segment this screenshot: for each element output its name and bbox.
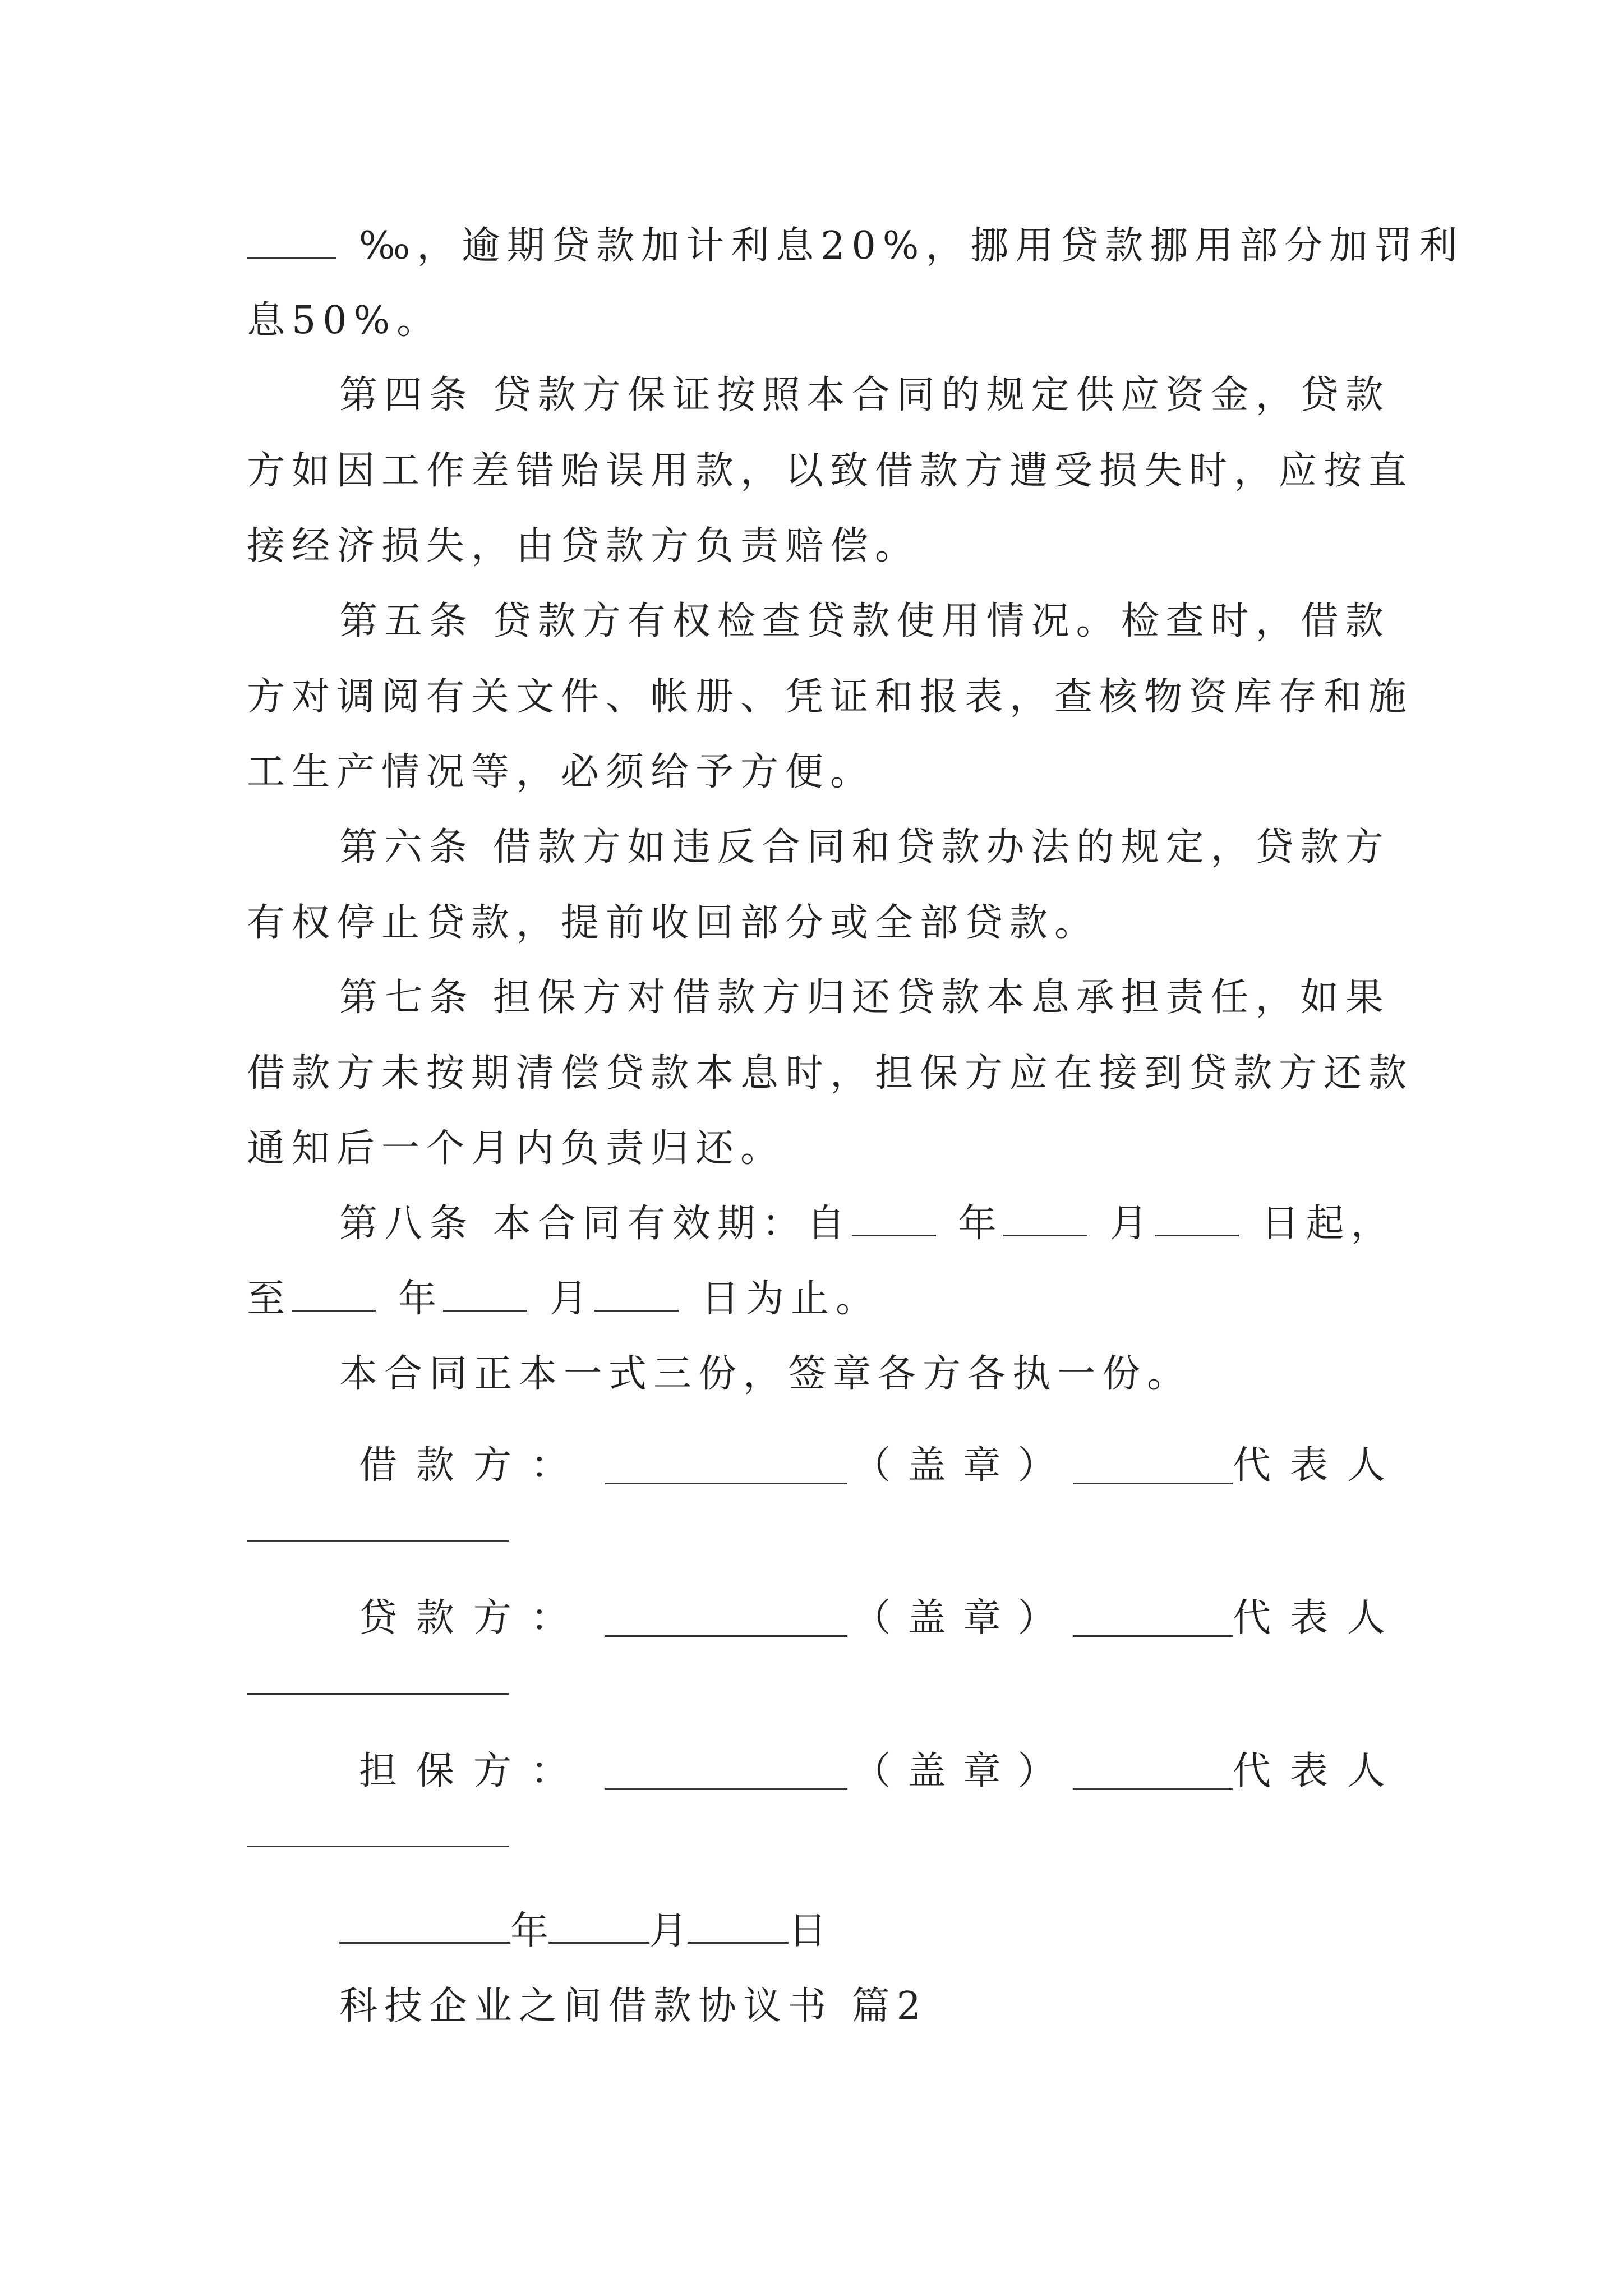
blank-field — [594, 1275, 679, 1312]
date-line — [339, 1903, 1385, 1959]
text-line: 通知后一个月内负责归还。 — [247, 1126, 786, 1171]
text-content: 第八条 本合同有效期：自 — [339, 1202, 852, 1246]
text-content: 至 — [247, 1277, 292, 1321]
text-line: 工生产情况等，必须给予方便。 — [247, 750, 875, 794]
seal-blank — [1073, 1600, 1233, 1637]
section-title: 科技企业之间借款协议书 篇2 — [339, 1984, 928, 2028]
copies-clause: 本合同正本一式三份，签章各方各执一份。 — [339, 1352, 1192, 1396]
name-blank — [605, 1448, 847, 1484]
day-label: 日 — [789, 1909, 827, 1953]
seal-blank — [1073, 1754, 1233, 1790]
blank-field — [247, 222, 336, 259]
seal-label: （盖章） — [852, 1596, 1073, 1640]
signature-line-borrower — [359, 1438, 1404, 1494]
month-label: 月 — [649, 1909, 688, 1953]
text-line — [247, 218, 1464, 274]
text-line: 方对调阅有关文件、帐册、凭证和报表，查核物资库存和施 — [247, 675, 1414, 719]
representative-label: 代表人 — [1232, 1749, 1404, 1793]
text-content: 年 — [958, 1202, 1003, 1246]
text-content: ‰，逾期贷款加计利息20%，挪用贷款挪用部分加罚利 — [359, 224, 1464, 268]
day-blank — [688, 1907, 789, 1944]
blank-field — [292, 1275, 376, 1312]
paragraph-article-7: 第七条 担保方对借款方归还贷款本息承担责任，如果 — [339, 976, 1390, 1020]
paragraph-article-8 — [339, 1196, 1396, 1252]
text-content: 日起， — [1261, 1202, 1396, 1246]
text-content: 月 — [1109, 1202, 1155, 1246]
text-content: 日为止。 — [701, 1277, 881, 1321]
party-label: 担保方： — [359, 1749, 588, 1793]
signature-line-guarantor — [359, 1743, 1404, 1800]
blank-field — [1003, 1200, 1087, 1236]
representative-blank — [247, 1846, 509, 1847]
seal-blank — [1073, 1448, 1233, 1484]
party-label: 借款方： — [359, 1443, 588, 1488]
month-blank — [548, 1907, 649, 1944]
text-line: 借款方未按期清偿贷款本息时，担保方应在接到贷款方还款 — [247, 1051, 1414, 1096]
party-label: 贷款方： — [359, 1596, 588, 1640]
representative-blank — [247, 1693, 509, 1695]
paragraph-article-4: 第四条 贷款方保证按照本合同的规定供应资金，贷款 — [339, 373, 1390, 417]
text-content: 月 — [550, 1277, 595, 1321]
paragraph-article-5: 第五条 贷款方有权检查贷款使用情况。检查时，借款 — [339, 599, 1390, 643]
representative-label: 代表人 — [1232, 1443, 1404, 1488]
text-line: 方如因工作差错贻误用款，以致借款方遭受损失时，应按直 — [247, 449, 1414, 493]
seal-label: （盖章） — [852, 1749, 1073, 1793]
text-line: 接经济损失，由贷款方负责赔偿。 — [247, 524, 920, 568]
text-line: 有权停止贷款，提前收回部分或全部贷款。 — [247, 901, 1100, 945]
text-content: 年 — [398, 1277, 444, 1321]
blank-field — [852, 1200, 936, 1236]
name-blank — [605, 1600, 847, 1637]
year-label: 年 — [510, 1909, 549, 1953]
text-line: 息50%。 — [247, 298, 442, 343]
representative-label: 代表人 — [1232, 1596, 1404, 1640]
year-blank — [339, 1907, 510, 1944]
representative-blank — [247, 1540, 509, 1542]
signature-line-lender — [359, 1590, 1404, 1646]
blank-field — [443, 1275, 527, 1312]
paragraph-article-6: 第六条 借款方如违反合同和贷款办法的规定，贷款方 — [339, 825, 1390, 869]
blank-field — [1155, 1200, 1239, 1236]
name-blank — [605, 1754, 847, 1790]
seal-label: （盖章） — [852, 1443, 1073, 1488]
text-line — [247, 1271, 1385, 1327]
